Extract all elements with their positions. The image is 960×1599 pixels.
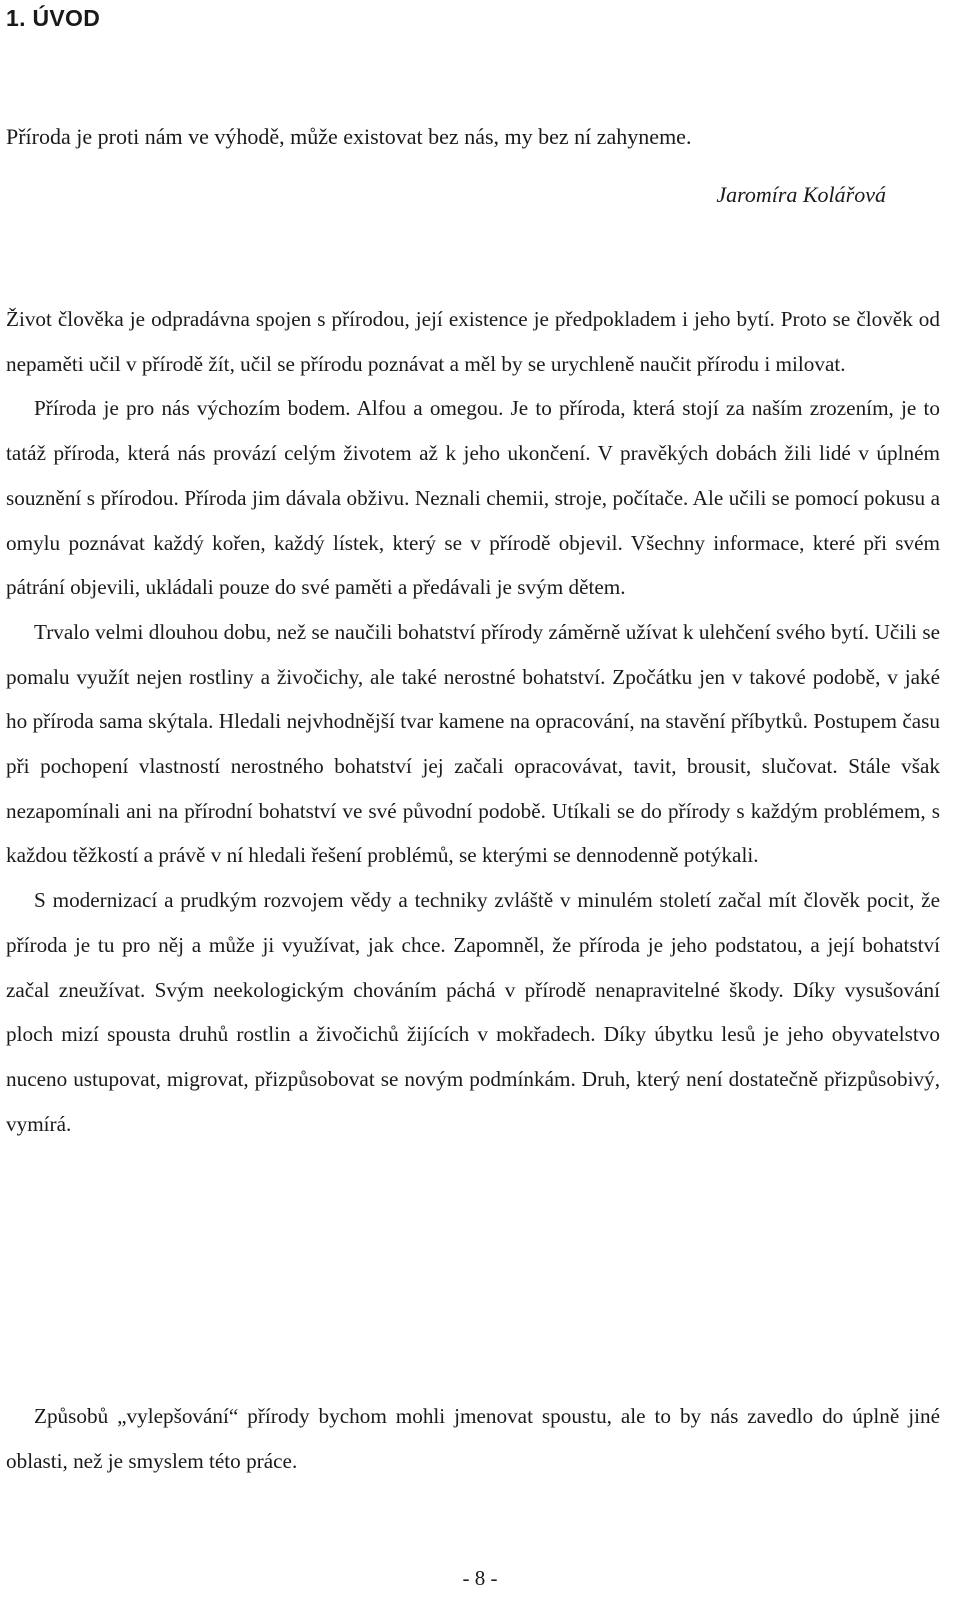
chapter-heading: 1. ÚVOD [6, 5, 101, 31]
paragraph: Život člověka je odpradávna spojen s přírodou, její existence je předpokladem i jeho bytí. Proto se člověk od nepaměti učil v přírodě žít, učil se přírodu poznávat a měl by se urychleně naučit přírodu i milovat. [6, 307, 940, 376]
page-number: - 8 - [462, 1566, 498, 1590]
paragraph: Způsobů „vylepšování“ přírody bychom mohli jmenovat spoustu, ale to by nás zavedlo do úplně jiné oblasti, než je smyslem této práce. [6, 1404, 940, 1473]
motto-author: Jaromíra Kolářová [716, 182, 886, 207]
body-text [6, 297, 940, 1146]
motto-quote: Příroda je proti nám ve výhodě, může existovat bez nás, my bez ní zahyneme. [6, 124, 692, 149]
closing-text [6, 1394, 940, 1483]
paragraph: S modernizací a prudkým rozvojem vědy a techniky zvláště v minulém století začal mít člověk pocit, že příroda je tu pro něj a může ji využívat, jak chce. Zapomněl, že příroda je jeho podstatou, a její bohatství začal zneužívat. Svým neekologickým chováním páchá v přírodě nenapravitelné škody. Díky vysušování ploch mizí spousta druhů rostlin a živočichů žijících v mokřadech. Díky úbytku lesů je jeho obyvatelstvo nuceno ustupovat, migrovat, přizpůsobovat se novým podmínkám. Druh, který není dostatečně přizpůsobivý, vymírá. [6, 888, 940, 1136]
paragraph: Trvalo velmi dlouhou dobu, než se naučili bohatství přírody záměrně užívat k ulehčení svého bytí. Učili se pomalu využít nejen rostliny a živočichy, ale také nerostné bohatství. Zpočátku jen v takové podobě, v jaké ho příroda sama skýtala. Hledali nejvhodnější tvar kamene na opracování, na stavění příbytků. Postupem času při pochopení vlastností nerostného bohatství jej začali opracovávat, tavit, brousit, slučovat. Stále však nezapomínali ani na přírodní bohatství ve své původní podobě. Utíkali se do přírody s každým problémem, s každou těžkostí a právě v ní hledali řešení problémů, se kterými se dennodenně potýkali. [6, 619, 940, 868]
paragraph: Příroda je pro nás výchozím bodem. Alfou a omegou. Je to příroda, která stojí za naším zrozením, je to tatáž příroda, která nás provází celým životem až k jeho ukončení. V pravěkých dobách žili lidé v úplném souznění s přírodou. Příroda jim dávala obživu. Neznali chemii, stroje, počítače. Ale učili se pomocí pokusu a omylu poznávat každý kořen, každý lístek, který se v přírodě objevil. Všechny informace, které při svém pátrání objevili, ukládali pouze do své paměti a předávali je svým dětem. [6, 396, 940, 600]
